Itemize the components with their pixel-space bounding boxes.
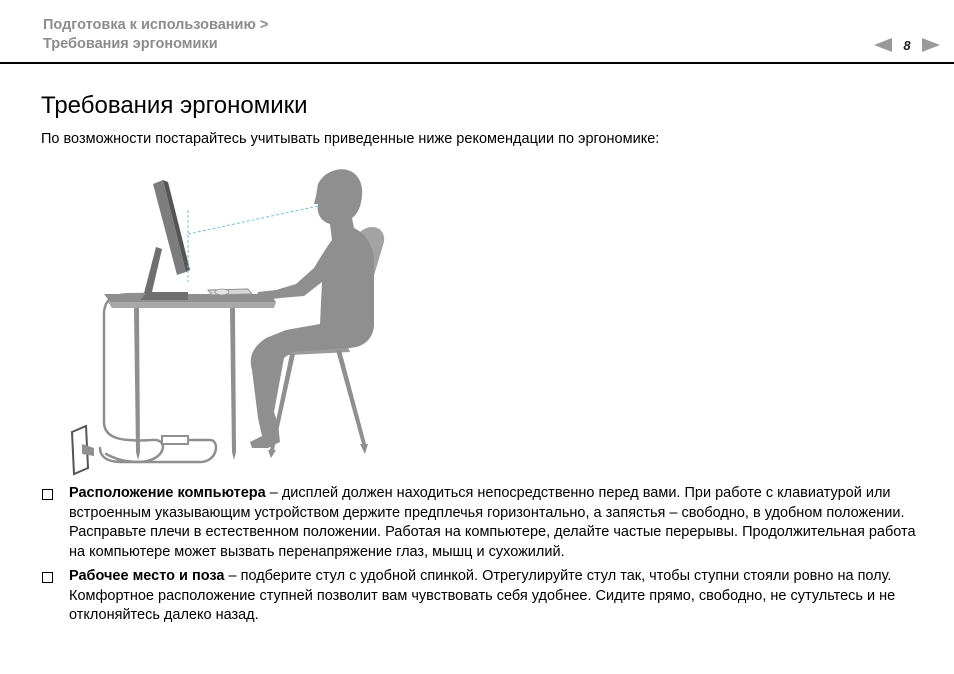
list-item	[41, 484, 921, 562]
checkbox-bullet-icon	[42, 572, 53, 583]
checkbox-bullet-icon	[42, 489, 53, 500]
page-navigation	[874, 36, 940, 54]
breadcrumb-section: Подготовка к использованию >	[43, 17, 269, 33]
breadcrumb-page: Требования эргономики	[43, 36, 218, 52]
header-divider	[0, 62, 954, 64]
power-adapter	[162, 436, 188, 444]
chair-leg-back	[336, 350, 366, 444]
item-description: – дисплей должен находиться непосредственно перед вами. При работе с клавиатурой или встроенным указывающим устройством держите предплечья горизонтально, а запястья – свободно, в удобном положении. Расправьте плечи в естественном положении. Работая на компьютере, делайте частые перерывы. Продолжительная работа на компьютере может вызвать перенапряжение глаз, мышц и сухожилий.	[69, 485, 916, 560]
previous-page-arrow-icon[interactable]	[874, 38, 892, 52]
intro-text: По возможности постарайтесь учитывать приведенные ниже рекомендации по эргономике:	[41, 131, 660, 147]
table-leg-right	[230, 308, 236, 452]
item-term: Рабочее место и поза	[69, 568, 225, 584]
list-item	[41, 567, 921, 626]
breadcrumb	[43, 16, 268, 54]
item-description: – подберите стул с удобной спинкой. Отрегулируйте стул так, чтобы ступни стояли ровно на полу. Комфортное расположение ступней позволит вам чувствовать себя удобнее. Сидите прямо, свободно, не сутультесь и не отклоняйтесь далеко назад.	[69, 568, 896, 623]
ergonomics-illustration	[60, 162, 400, 482]
page-number: 8	[903, 37, 911, 53]
power-cable	[100, 294, 163, 462]
recommendation-list	[41, 484, 921, 631]
item-term: Расположение компьютера	[69, 485, 266, 501]
table-leg-left	[134, 308, 140, 452]
page-title: Требования эргономики	[41, 92, 308, 119]
next-page-arrow-icon[interactable]	[922, 38, 940, 52]
